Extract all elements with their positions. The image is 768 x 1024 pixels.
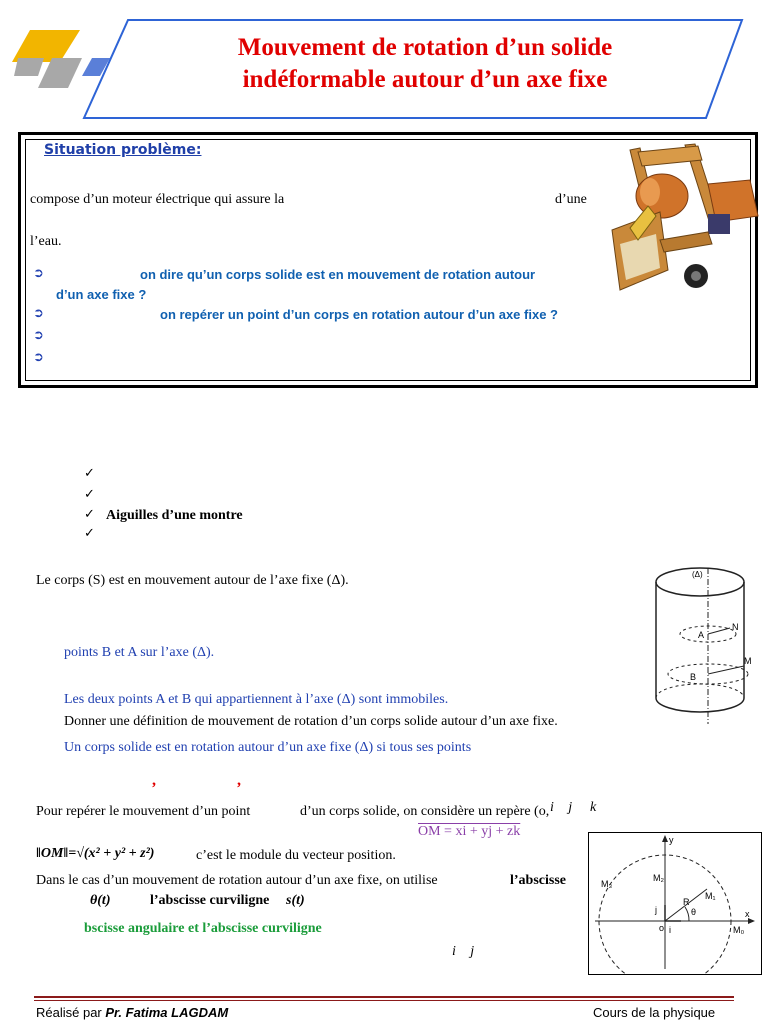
footer-author: Pr. Fatima LAGDAM <box>105 1005 229 1020</box>
position-vector-equation: OM = xi + yj + zk <box>418 824 521 839</box>
s-symbol: s(t) <box>286 893 305 908</box>
question-2: on repérer un point d’un corps en rotation autour d’un axe fixe ? <box>160 307 558 322</box>
paragraph-points-axis: points B et A sur l’axe (Δ). <box>64 645 215 660</box>
paragraph-question-definition: Donner une définition de mouvement de rotation d’un corps solide autour d’un axe fixe. <box>64 714 558 729</box>
footer-prefix: Réalisé par <box>36 1005 102 1020</box>
title-banner <box>0 0 768 130</box>
concrete-mixer-illustration <box>590 140 766 308</box>
i-vector-label: i <box>669 925 671 935</box>
y-axis-label: y <box>669 835 674 845</box>
radius-label: R <box>683 897 690 907</box>
m0-label: M₀ <box>733 925 745 935</box>
arrow-bullet-icon: ➲ <box>33 328 44 343</box>
paragraph-body-axis: Le corps (S) est en mouvement autour de l’axe fixe (Δ). <box>36 573 349 588</box>
x-axis-label: x <box>745 909 750 919</box>
footer-divider-thin <box>34 1000 734 1001</box>
m1-label: M₁ <box>705 891 716 901</box>
point-n-label: N <box>732 622 739 632</box>
title-line-1: Mouvement de rotation d’un solide <box>237 34 613 61</box>
footer-right: Cours de la physique <box>593 1005 716 1020</box>
accent-yellow-shape <box>12 30 80 62</box>
situation-text-a: compose d’un moteur électrique qui assure la <box>30 192 285 207</box>
unit-vectors: i⃗ j⃗ <box>452 944 486 959</box>
point-a-label: A <box>698 630 705 640</box>
theta-label: θ <box>691 907 697 917</box>
arrow-bullet-icon: ➲ <box>33 266 44 281</box>
theta-symbol: θ(t) <box>90 893 111 908</box>
origin-label: o <box>659 923 665 933</box>
comma-mark: , <box>237 772 241 789</box>
axis-label: (Δ) <box>692 570 703 579</box>
norm-formula: ‖OM‖=√(x² + y² + z²) <box>36 846 155 861</box>
arrow-bullet-icon: ➲ <box>33 350 44 365</box>
page-title <box>150 32 700 96</box>
cylinder-diagram <box>640 558 760 726</box>
footer-left <box>36 1005 228 1020</box>
paragraph-abscisse-a: Dans le cas d’un mouvement de rotation autour d’un axe fixe, on utilise <box>36 873 438 888</box>
check-icon: ✓ <box>84 526 95 541</box>
question-1-line-1: on dire qu’un corps solide est en mouvement de rotation autour <box>140 267 536 282</box>
paragraph-immobile: Les deux points A et B qui appartiennent à l’axe (Δ) sont immobiles. <box>64 692 449 707</box>
paragraph-abscisse-b: l’abscisse <box>510 873 566 888</box>
m3-label: M₃ <box>601 879 613 889</box>
point-m-label: M <box>744 656 752 666</box>
situation-text-b: d’une <box>555 192 587 207</box>
m2-label: M₂ <box>653 873 664 883</box>
arrow-bullet-icon: ➲ <box>33 306 44 321</box>
accent-gray-shape <box>38 58 82 88</box>
norm-description: c’est le module du vecteur position. <box>196 848 396 863</box>
paragraph-abscisse-c: l’abscisse curviligne <box>150 893 270 908</box>
rotation-circle-diagram <box>589 833 761 974</box>
comma-mark: , <box>152 772 156 789</box>
situation-heading: Situation problème: <box>44 142 202 158</box>
title-line-2: indéformable autour d’un axe fixe <box>242 66 608 93</box>
check-icon: ✓ <box>84 466 95 481</box>
point-b-label: B <box>690 672 697 682</box>
repere-vectors: i⃗ j⃗ k⃗ <box>550 800 608 815</box>
check-icon: ✓ <box>84 507 95 522</box>
question-1-line-2: d’un axe fixe ? <box>56 287 147 302</box>
paragraph-repere-b: d’un corps solide, on considère un repère (o, <box>300 804 550 819</box>
accent-gray-small <box>14 58 44 76</box>
j-vector-label: j <box>655 905 657 915</box>
green-subtitle: bscisse angulaire et l’abscisse curviligne <box>84 921 322 936</box>
footer-divider <box>34 996 734 998</box>
paragraph-definition: Un corps solide est en rotation autour d’un axe fixe (Δ) si tous ses points <box>64 740 472 755</box>
paragraph-repere-a: Pour repérer le mouvement d’un point <box>36 804 251 819</box>
example-watch-hands: Aiguilles d’une montre <box>106 508 243 523</box>
situation-text-c: l’eau. <box>30 234 62 249</box>
check-icon: ✓ <box>84 487 95 502</box>
